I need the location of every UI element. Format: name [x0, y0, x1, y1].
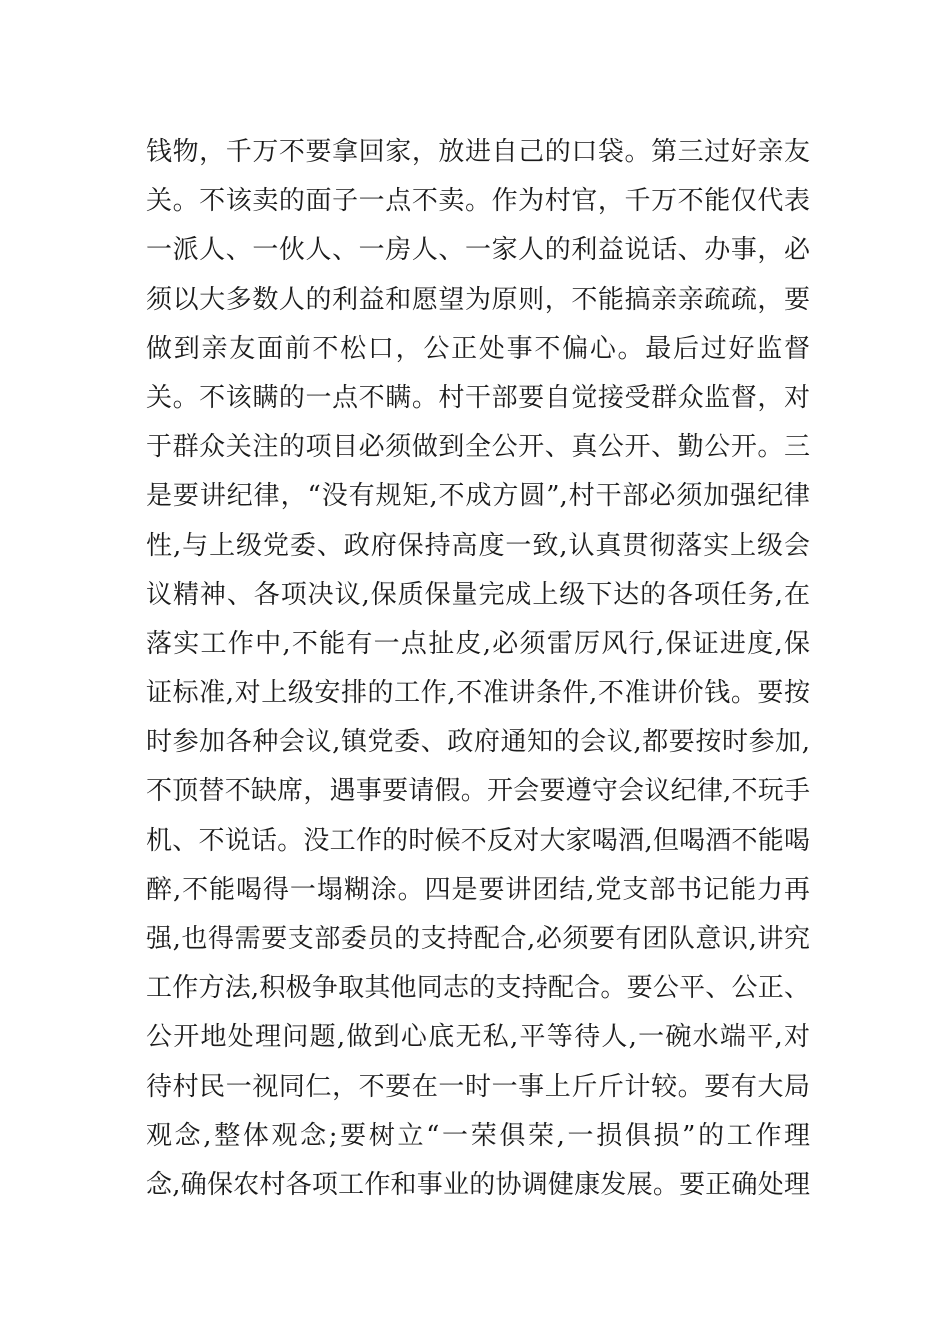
text-line: 待村民一视同仁，不要在一时一事上斤斤计较。要有大局 — [146, 1071, 810, 1102]
text-line: 须以大多数人的利益和愿望为原则，不能搞亲亲疏疏，要 — [146, 284, 810, 315]
text-line: 落实工作中,不能有一点扯皮,必须雷厉风行,保证进度,保 — [146, 628, 810, 659]
text-line: 观念,整体观念;要树立“一荣俱荣,一损俱损”的工作理 — [146, 1120, 810, 1151]
text-line: 时参加各种会议,镇党委、政府通知的会议,都要按时参加, — [146, 727, 810, 758]
text-line: 一派人、一伙人、一房人、一家人的利益说话、办事，必 — [146, 235, 810, 266]
text-line: 公开地处理问题,做到心底无私,平等待人,一碗水端平,对 — [146, 1022, 810, 1053]
text-line: 机、不说话。没工作的时候不反对大家喝酒,但喝酒不能喝 — [146, 825, 810, 856]
text-line: 不顶替不缺席，遇事要请假。开会要遵守会议纪律,不玩手 — [146, 776, 810, 807]
text-line: 做到亲友面前不松口，公正处事不偏心。最后过好监督 — [146, 333, 810, 364]
text-line: 证标准,对上级安排的工作,不准讲条件,不准讲价钱。要按 — [146, 678, 810, 709]
text-line: 工作方法,积极争取其他同志的支持配合。要公平、公正、 — [146, 973, 810, 1004]
text-line: 于群众关注的项目必须做到全公开、真公开、勤公开。三 — [146, 432, 810, 463]
text-line: 性,与上级党委、政府保持高度一致,认真贯彻落实上级会 — [146, 530, 810, 561]
text-line: 关。不该瞒的一点不瞒。村干部要自觉接受群众监督，对 — [146, 382, 810, 413]
text-line: 强,也得需要支部委员的支持配合,必须要有团队意识,讲究 — [146, 924, 810, 954]
text-line: 是要讲纪律，“没有规矩,不成方圆”,村干部必须加强纪律 — [146, 481, 810, 512]
text-line: 关。不该卖的面子一点不卖。作为村官，千万不能仅代表 — [146, 186, 810, 217]
text-line: 钱物，千万不要拿回家，放进自己的口袋。第三过好亲友 — [146, 137, 810, 167]
text-line: 醉,不能喝得一塌糊涂。四是要讲团结,党支部书记能力再 — [146, 874, 810, 905]
text-line: 念,确保农村各项工作和事业的协调健康发展。要正确处理 — [146, 1169, 810, 1200]
text-line: 议精神、各项决议,保质保量完成上级下达的各项任务,在 — [146, 579, 810, 610]
body-text — [146, 128, 810, 1210]
